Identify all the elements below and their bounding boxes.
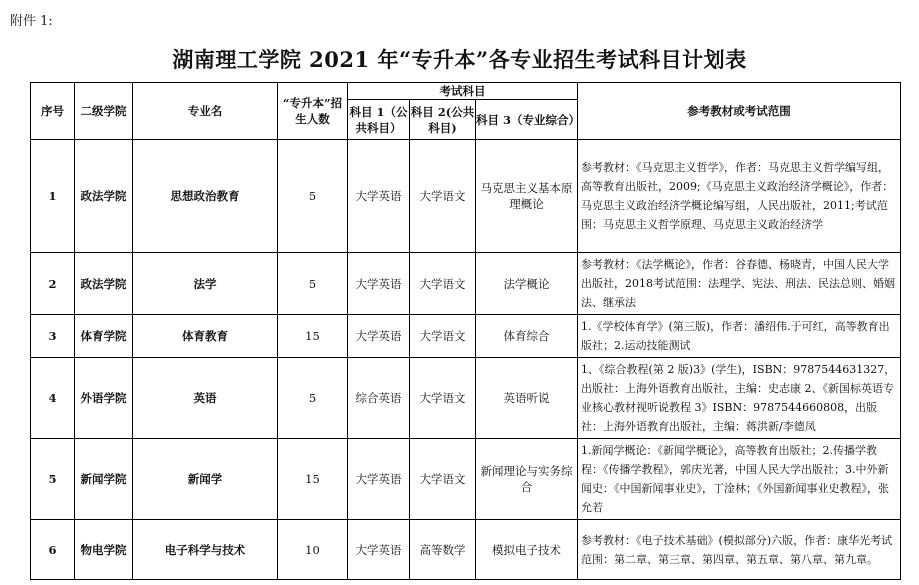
header-college: 二级学院 [75,83,133,140]
cell-subject3: 体育综合 [476,315,578,358]
header-major: 专业名 [133,83,278,140]
cell-subject1: 大学英语 [348,253,410,315]
cell-quota: 5 [278,358,348,439]
cell-college: 政法学院 [75,253,133,315]
cell-seq: 4 [31,358,75,439]
cell-references: 1.新闻学概论：《新闻学概论》，高等教育出版社；2.传播学教程：《传播学教程》，郭庆光著，中国人民大学出版社；3.中外新闻史：《中国新闻事业史》，丁淦林；《外国新闻事业史教程》，张允若 [578,439,901,520]
cell-quota: 15 [278,315,348,358]
cell-references: 参考教材：《马克思主义哲学》，作者：马克思主义哲学编写组，高等教育出版社，2009;《马克思主义政治经济学概论》，作者：马克思主义政治经济学概论编写组，人民出版社，2011;考试范围：马克思主义哲学原理、马克思主义政治经济学 [578,140,901,253]
cell-subject3: 英语听说 [476,358,578,439]
cell-subject1: 大学英语 [348,520,410,580]
cell-subject2: 大学语文 [410,140,476,253]
cell-college: 新闻学院 [75,439,133,520]
cell-major: 法学 [133,253,278,315]
cell-quota: 5 [278,253,348,315]
cell-major: 思想政治教育 [133,140,278,253]
table-row [31,439,901,520]
cell-subject1: 大学英语 [348,439,410,520]
cell-subject3: 模拟电子技术 [476,520,578,580]
cell-college: 外语学院 [75,358,133,439]
header-exam-subjects: 考试科目 [348,83,578,100]
table-row [31,358,901,439]
cell-college: 政法学院 [75,140,133,253]
cell-seq: 5 [31,439,75,520]
cell-quota: 10 [278,520,348,580]
cell-subject1: 大学英语 [348,315,410,358]
cell-major: 新闻学 [133,439,278,520]
cell-references: 1.《学校体育学》(第三版)，作者：潘绍伟.于可红，高等教育出版社；2.运动技能测试 [578,315,901,358]
cell-seq: 2 [31,253,75,315]
cell-references: 1、《综合教程(第 2 版)3》(学生)，ISBN：9787544631327，出版社：上海外语教育出版社，主编：史志康 2、《新国标英语专业核心教材视听说教程 3》ISBN：9787544660808，出版社：上海外语教育出版社，主编：蒋洪新/李德凤 [578,358,901,439]
header-subject1: 科目 1（公共科目） [348,100,410,140]
cell-references: 参考教材：《电子技术基础》(模拟部分)六版，作者：康华光考试范围：第二章、第三章、第四章、第五章、第八章、第九章。 [578,520,901,580]
cell-subject2: 大学语文 [410,439,476,520]
cell-subject2: 大学语文 [410,358,476,439]
cell-college: 物电学院 [75,520,133,580]
cell-subject3: 新闻理论与实务综合 [476,439,578,520]
cell-quota: 15 [278,439,348,520]
cell-seq: 1 [31,140,75,253]
cell-references: 参考教材：《法学概论》，作者：谷春德、杨晓青，中国人民大学出版社，2018考试范围：法理学、宪法、刑法、民法总则、婚姻法、继承法 [578,253,901,315]
attachment-label: 附件 1: [10,14,53,29]
table-row [31,315,901,358]
table-row [31,520,901,580]
cell-major: 体育教育 [133,315,278,358]
cell-seq: 3 [31,315,75,358]
cell-subject1: 综合英语 [348,358,410,439]
exam-plan-table [30,82,901,580]
cell-subject3: 法学概论 [476,253,578,315]
cell-subject1: 大学英语 [348,140,410,253]
header-references: 参考教材或考试范围 [578,83,901,140]
cell-major: 电子科学与技术 [133,520,278,580]
cell-subject2: 高等数学 [410,520,476,580]
cell-major: 英语 [133,358,278,439]
cell-seq: 6 [31,520,75,580]
header-subject3: 科目 3（专业综合） [476,100,578,140]
cell-subject3: 马克思主义基本原理概论 [476,140,578,253]
page-title: 湖南理工学院 2021 年“专升本”各专业招生考试科目计划表 [172,47,747,72]
cell-quota: 5 [278,140,348,253]
header-subject2: 科目 2(公共科目) [410,100,476,140]
table-row [31,140,901,253]
table-row [31,253,901,315]
cell-college: 体育学院 [75,315,133,358]
cell-subject2: 大学语文 [410,253,476,315]
cell-subject2: 大学语文 [410,315,476,358]
header-quota: “专升本”招生人数 [278,83,348,140]
header-seq: 序号 [31,83,75,140]
